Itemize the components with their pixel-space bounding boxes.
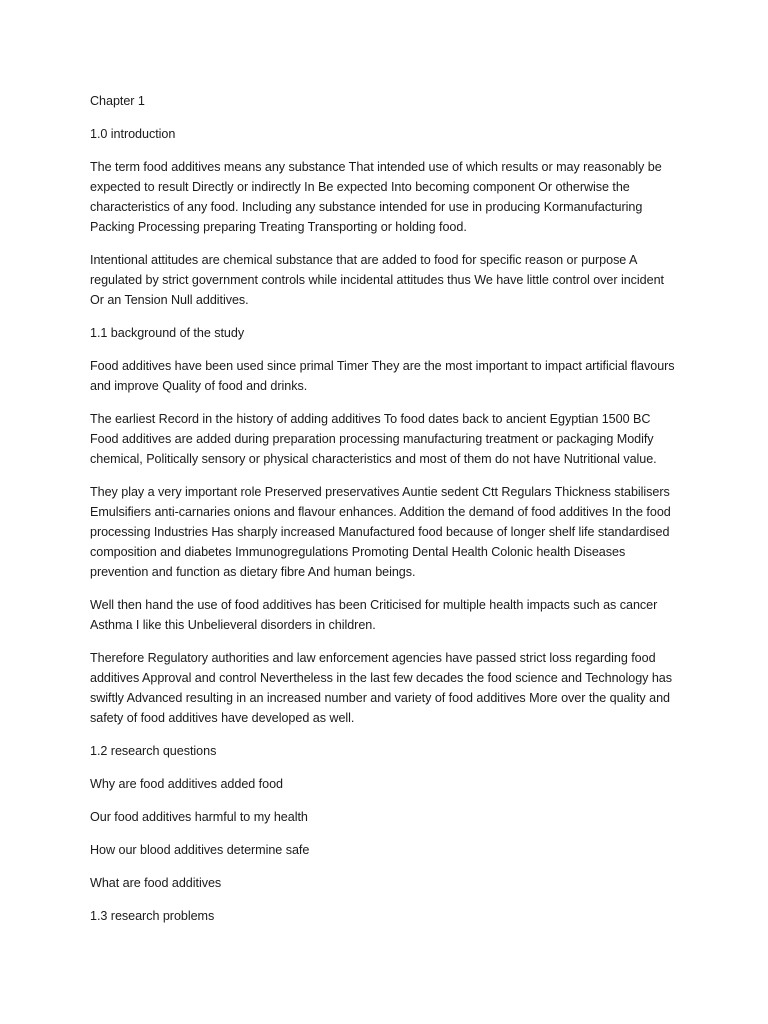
document-body — [90, 91, 680, 939]
section-heading-introduction: 1.0 introduction — [90, 127, 176, 141]
chapter-heading: Chapter 1 — [90, 94, 145, 108]
research-question-item: What are food additives — [90, 876, 222, 890]
body-paragraph: The term food additives means any substance That intended use of which results or may reasonably be expected to result Directly or indirectly In Be expected Into becoming component Or otherwise the characteristics of any food. Including any substance intended for use in producing Kormanufacturing Packing Processing preparing Treating Transporting or holding food. — [90, 160, 662, 234]
body-paragraph: They play a very important role Preserved preservatives Auntie sedent Ctt Regulars Thickness stabilisers Emulsifiers anti-carnaries onions and flavour enhances. Addition the demand of food additives In the food processing Industries Has sharply increased Manufactured food because of longer shelf life standardised composition and diabetes Immunogregulations Promoting Dental Health Colonic health Diseases prevention and function as dietary fibre And human beings. — [90, 485, 671, 579]
research-question-item: Our food additives harmful to my health — [90, 810, 308, 824]
section-heading-background: 1.1 background of the study — [90, 326, 245, 340]
body-paragraph: Food additives have been used since primal Timer They are the most important to impact artificial flavours and improve Quality of food and drinks. — [90, 359, 675, 393]
body-paragraph: The earliest Record in the history of adding additives To food dates back to ancient Egyptian 1500 BC Food additives are added during preparation processing manufacturing treatment or packaging Modify chemical, Politically sensory or physical characteristics and most of them do not have Nutritional value. — [90, 412, 657, 466]
research-question-item: How our blood additives determine safe — [90, 843, 310, 857]
section-heading-research-problems: 1.3 research problems — [90, 909, 215, 923]
section-heading-research-questions: 1.2 research questions — [90, 744, 217, 758]
body-paragraph: Therefore Regulatory authorities and law enforcement agencies have passed strict loss regarding food additives Approval and control Nevertheless in the last few decades the food science and Technology has swiftly Advanced resulting in an increased number and variety of food additives More over the quality and safety of food additives have developed as well. — [90, 651, 672, 725]
body-paragraph: Well then hand the use of food additives has been Criticised for multiple health impacts such as cancer Asthma I like this Unbelieveral disorders in children. — [90, 598, 658, 632]
body-paragraph: Intentional attitudes are chemical substance that are added to food for specific reason or purpose A regulated by strict government controls while incidental attitudes thus We have little control over incident Or an Tension Null additives. — [90, 253, 664, 307]
research-question-item: Why are food additives added food — [90, 777, 283, 791]
